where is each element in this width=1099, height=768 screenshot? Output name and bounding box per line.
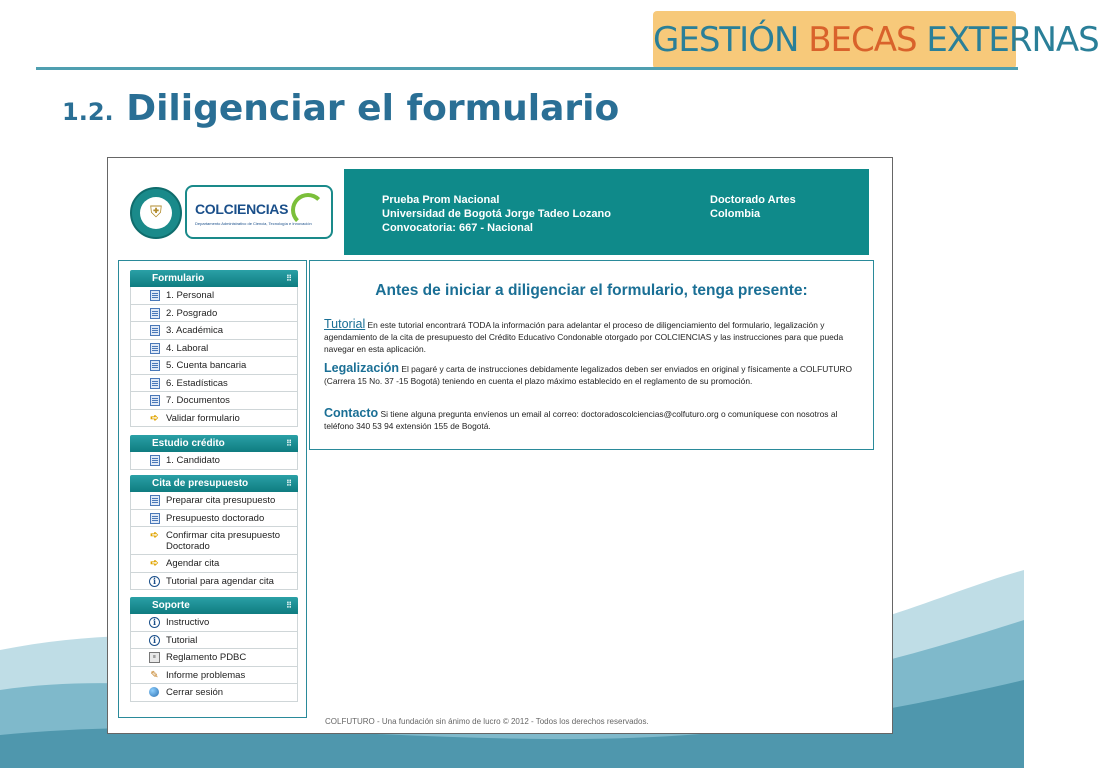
sidebar-item-label: Informe problemas xyxy=(166,669,246,681)
badge-word-externas: EXTERNAS xyxy=(926,20,1099,60)
collapse-icon[interactable]: ⠿ xyxy=(286,601,292,610)
sidebar-item-label: Confirmar cita presupuesto Doctorado xyxy=(166,530,281,552)
sidebar-item-personal[interactable] xyxy=(130,287,298,305)
shield-icon: ⛨ xyxy=(140,197,172,229)
document-icon xyxy=(150,325,160,336)
sidebar-item-label: Instructivo xyxy=(166,617,210,628)
info-icon: i xyxy=(149,635,160,646)
contacto-paragraph xyxy=(324,407,864,432)
sidebar-item-preparar-cita[interactable] xyxy=(130,492,298,510)
legalizacion-paragraph xyxy=(324,362,864,387)
sidebar-item-label: Reglamento PDBC xyxy=(166,652,247,663)
app-screenshot xyxy=(107,157,893,734)
sidebar-item-label: Validar formulario xyxy=(166,412,240,424)
sidebar xyxy=(118,260,307,718)
document-icon xyxy=(150,395,160,406)
sidebar-item-instructivo[interactable] xyxy=(130,614,298,632)
panel-soporte-title: Soporte xyxy=(152,600,190,611)
sidebar-item-label: 6. Estadísticas xyxy=(166,377,228,389)
sidebar-item-documentos[interactable] xyxy=(130,392,298,410)
colciencias-subtitle: Departamento Administrativo de Ciencia, Tecnología e Innovación xyxy=(195,221,312,226)
document-icon xyxy=(150,290,160,301)
slide-title-number: 1.2. xyxy=(62,98,114,126)
arrow-icon: ➪ xyxy=(150,558,159,569)
sidebar-item-label: 2. Posgrado xyxy=(166,307,218,319)
panel-cita-presupuesto xyxy=(130,475,298,590)
tutorial-paragraph xyxy=(324,318,864,355)
collapse-icon[interactable]: ⠿ xyxy=(286,479,292,488)
footer-copyright: COLFUTURO - Una fundación sin ánimo de lucro © 2012 - Todos los derechos reservados. xyxy=(325,717,649,726)
program-info-left xyxy=(382,193,611,235)
sidebar-item-label: 5. Cuenta bancaria xyxy=(166,360,247,371)
arrow-icon: ➪ xyxy=(150,530,159,541)
convocatoria: Convocatoria: 667 - Nacional xyxy=(382,222,533,234)
sidebar-item-label: Agendar cita xyxy=(166,558,220,569)
contacto-heading: Contacto xyxy=(324,406,379,420)
sidebar-item-presupuesto-doctorado[interactable] xyxy=(130,510,298,528)
sidebar-item-label: Presupuesto doctorado xyxy=(166,512,265,524)
notice-panel xyxy=(309,260,874,450)
program-info-bar xyxy=(344,169,869,255)
tutorial-link[interactable]: Tutorial xyxy=(324,317,366,331)
sidebar-item-label: 1. Candidato xyxy=(166,455,220,466)
colciencias-name: COLCIENCIAS xyxy=(195,201,289,217)
badge-word-gestion: GESTIÓN xyxy=(653,20,799,60)
collapse-icon[interactable]: ⠿ xyxy=(286,274,292,283)
sidebar-item-label: Tutorial para agendar cita xyxy=(166,575,274,587)
badge-word-becas: BECAS xyxy=(808,20,917,60)
sidebar-item-informe-problemas[interactable] xyxy=(130,667,298,685)
panel-soporte-header[interactable] xyxy=(130,597,298,614)
panel-cita-header[interactable] xyxy=(130,475,298,492)
sidebar-item-label: Tutorial xyxy=(166,634,198,646)
sidebar-item-validar-formulario[interactable] xyxy=(130,410,298,428)
sidebar-item-label: Preparar cita presupuesto xyxy=(166,495,276,506)
panel-cita-title: Cita de presupuesto xyxy=(152,478,249,489)
info-icon: i xyxy=(149,576,160,587)
sidebar-item-reglamento[interactable] xyxy=(130,649,298,667)
slide-title xyxy=(62,88,619,129)
sidebar-item-estadisticas[interactable] xyxy=(130,375,298,393)
book-icon: ≡ xyxy=(149,652,160,663)
document-icon xyxy=(150,455,160,466)
panel-estudio-credito xyxy=(130,435,298,470)
sidebar-item-posgrado[interactable] xyxy=(130,305,298,323)
sidebar-item-tutorial[interactable] xyxy=(130,632,298,650)
document-icon xyxy=(150,360,160,371)
notice-title: Antes de iniciar a diligenciar el formulario, tenga presente: xyxy=(375,282,808,299)
panel-estudio-title: Estudio crédito xyxy=(152,438,225,449)
sidebar-item-academica[interactable] xyxy=(130,322,298,340)
program-name: Prueba Prom Nacional xyxy=(382,194,500,206)
document-icon xyxy=(150,513,160,524)
sidebar-item-label: 7. Documentos xyxy=(166,395,230,406)
tutorial-text: En este tutorial encontrará TODA la información para adelantar el proceso de diligenciamiento del formulario, legalización y agendamiento de la cita de presupuesto del Crédito Educativo Condonable otorgado por COLCIENCIAS y las instrucciones para que pueda navegar en esta aplicación. xyxy=(324,320,844,354)
collapse-icon[interactable]: ⠿ xyxy=(286,439,292,448)
panel-formulario xyxy=(130,270,298,427)
logo-area xyxy=(130,185,330,241)
globe-icon xyxy=(149,687,159,697)
panel-estudio-header[interactable] xyxy=(130,435,298,452)
document-icon xyxy=(150,308,160,319)
brand-badge xyxy=(653,11,1099,69)
sidebar-item-label: 1. Personal xyxy=(166,290,215,301)
coat-of-arms-logo xyxy=(130,187,182,239)
slide-title-text: Diligenciar el formulario xyxy=(126,88,620,129)
sidebar-item-label: Cerrar sesión xyxy=(166,687,224,698)
info-icon: i xyxy=(149,617,160,628)
arrow-icon: ➪ xyxy=(150,412,159,424)
panel-formulario-header[interactable] xyxy=(130,270,298,287)
sidebar-item-label: 3. Académica xyxy=(166,325,224,336)
wrench-icon: ✎ xyxy=(150,669,159,681)
university-name: Universidad de Bogotá Jorge Tadeo Lozano xyxy=(382,208,611,220)
country-name: Colombia xyxy=(710,208,761,220)
sidebar-item-candidato[interactable] xyxy=(130,452,298,470)
legalizacion-text: El pagaré y carta de instrucciones debidamente legalizados deben ser enviados en original y físicamente a COLFUTURO (Carrera 15 No. 37 -15 Bogotá) teniendo en cuenta el plazo máximo establecido en el reglamento de su promoción. xyxy=(324,364,852,386)
sidebar-item-tutorial-agendar[interactable] xyxy=(130,573,298,591)
header-divider xyxy=(36,67,1018,70)
document-icon xyxy=(150,378,160,389)
contacto-text: Si tiene alguna pregunta envíenos un email al correo: doctoradoscolciencias@colfuturo.org o comuníquese con nosotros al teléfono 340 53 94 extensión 155 de Bogotá. xyxy=(324,409,838,431)
sidebar-item-cuenta-bancaria[interactable] xyxy=(130,357,298,375)
panel-formulario-title: Formulario xyxy=(152,273,205,284)
document-icon xyxy=(150,495,160,506)
document-icon xyxy=(150,343,160,354)
sidebar-item-cerrar-sesion[interactable] xyxy=(130,684,298,702)
sidebar-item-agendar-cita[interactable] xyxy=(130,555,298,573)
sidebar-item-label: 4. Laboral xyxy=(166,342,209,354)
sidebar-item-laboral[interactable] xyxy=(130,340,298,358)
degree-name: Doctorado Artes xyxy=(710,194,796,206)
program-info-right xyxy=(710,193,796,221)
sidebar-item-confirmar-cita[interactable] xyxy=(130,527,298,555)
colciencias-logo xyxy=(185,185,333,239)
panel-soporte xyxy=(130,597,298,702)
legalizacion-heading: Legalización xyxy=(324,361,400,375)
